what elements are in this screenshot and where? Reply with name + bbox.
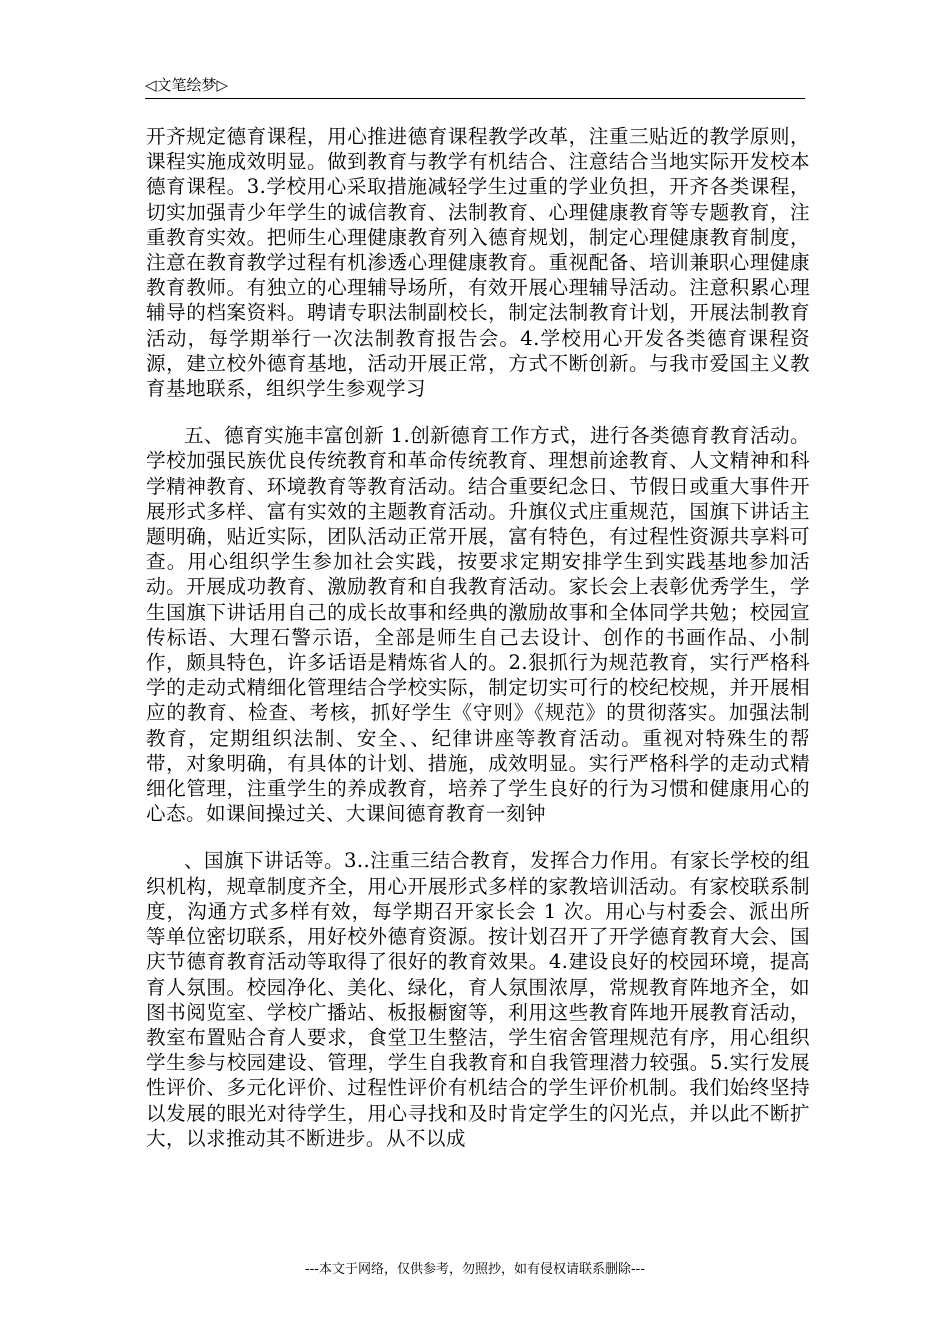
paragraph-section-five: 五、德育实施丰富创新 1.创新德育工作方式，进行各类德育教育活动。学校加强民族优良传统教育和革命传统教育、理想前途教育、人文精神和科学精神教育、环境教育等教育活动。结合重要纪念日、节假日或重大事件开展形式多样、富有实效的主题教育活动。升旗仪式庄重规范，国旗下讲话主题明确，贴近实际，团队活动正常开展，富有特色，有过程性资源共享料可查。用心组织学生参加社会实践，按要求定期安排学生到实践基地参加活动。开展成功教育、激励教育和自我教育活动。家长会上表彰优秀学生，学生国旗下讲话用自己的成长故事和经典的激励故事和全体同学共勉；校园宣传标语、大理石警示语，全部是师生自己去设计、创作的书画作品、小制作，颇具特色，许多话语是精炼省人的。2.狠抓行为规范教育，实行严格科学的走动式精细化管理结合学校实际，制定切实可行的校纪校规，并开展相应的教育、检查、考核，抓好学生《守则》《规范》的贯彻落实。加强法制教育，定期组织法制、安全、、纪律讲座等教育活动。重视对特殊生的帮带，对象明确，有具体的计划、措施，成效明显。实行严格科学的走动式精细化管理，注重学生的养成教育，培养了学生良好的行为习惯和健康用心的心态。如课间操过关、大课间德育教育一刻钟 bbox=[146, 424, 810, 826]
page-header bbox=[145, 72, 805, 99]
body-text bbox=[146, 124, 810, 1151]
paragraph-three-combination: 、国旗下讲话等。3..注重三结合教育，发挥合力作用。有家长学校的组织机构，规章制度齐全，用心开展形式多样的家教培训活动。有家校联系制度，沟通方式多样有效，每学期召开家长会 1 次。用心与村委会、派出所等单位密切联系，用好校外德育资源。按计划召开了开学德育教育大会、国庆节德育教育活动等取得了很好的教育效果。4.建设良好的校园环境，提高育人氛围。校园净化、美化、绿化，育人氛围浓厚，常规教育阵地齐全，如图书阅览室、学校广播站、板报橱窗等，利用这些教育阵地开展教育活动，教室布置贴合育人要求，食堂卫生整洁，学生宿舍管理规范有序，用心组织学生参与校园建设、管理，学生自我教育和自我管理潜力较强。5.实行发展性评价、多元化评价、过程性评价有机结合的学生评价机制。我们始终坚持以发展的眼光对待学生，用心寻找和及时肯定学生的闪光点，并以此不断扩大，以求推动其不断进步。从不以成 bbox=[146, 849, 810, 1150]
header-title: ◁文笔绘梦▷ bbox=[145, 76, 229, 94]
footer-notice: ---本文于网络，仅供参考，勿照抄，如有侵权请联系删除--- bbox=[304, 1262, 646, 1277]
paragraph-continuation: 开齐规定德育课程，用心推进德育课程教学改革，注重三贴近的教学原则，课程实施成效明显。做到教育与教学有机结合、注意结合当地实际开发校本德育课程。3.学校用心采取措施减轻学生过重的学业负担，开齐各类课程，切实加强青少年学生的诚信教育、法制教育、心理健康教育等专题教育，注重教育实效。把师生心理健康教育列入德育规划，制定心理健康教育制度，注意在教育教学过程有机渗透心理健康教育。重视配备、培训兼职心理健康教育教师。有独立的心理辅导场所，有效开展心理辅导活动。注意积累心理辅导的档案资料。聘请专职法制副校长，制定法制教育计划，开展法制教育活动，每学期举行一次法制教育报告会。4.学校用心开发各类德育课程资源，建立校外德育基地，活动开展正常，方式不断创新。与我市爱国主义教育基地联系，组织学生参观学习 bbox=[146, 125, 810, 401]
